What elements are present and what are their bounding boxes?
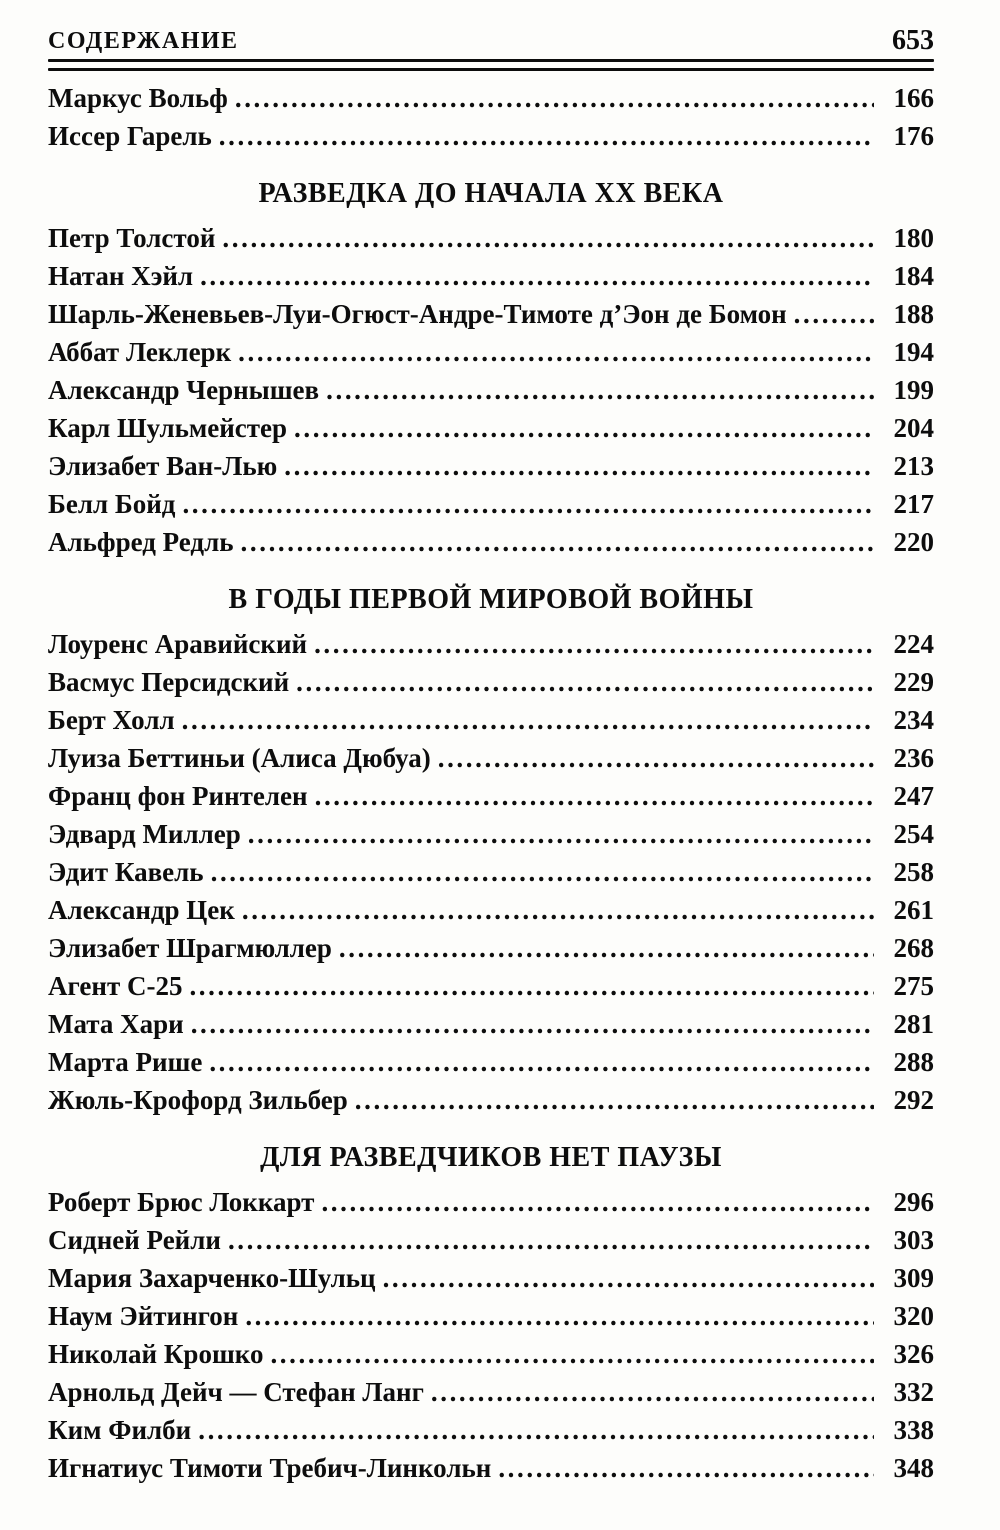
toc-entry <box>48 219 934 257</box>
entry-name: Александр Чернышев <box>48 375 320 405</box>
dot-leader <box>270 1335 874 1373</box>
dot-leader <box>296 663 874 701</box>
table-of-contents <box>48 79 934 1487</box>
contents-title: СОДЕРЖАНИЕ <box>48 28 239 54</box>
entry-name: Жюль-Крофорд Зильбер <box>48 1085 348 1115</box>
dot-leader <box>219 117 874 155</box>
toc-entry <box>48 1259 934 1297</box>
toc-entry <box>48 967 934 1005</box>
entry-name: Белл Бойд <box>48 489 176 519</box>
entry-page-number: 184 <box>893 261 934 291</box>
toc-entry <box>48 891 934 929</box>
entry-page-number: 217 <box>893 489 934 519</box>
toc-entry <box>48 739 934 777</box>
header-double-rule <box>48 59 934 71</box>
toc-entry <box>48 853 934 891</box>
rule-line-bottom <box>48 68 934 71</box>
entry-page-number: 254 <box>893 819 934 849</box>
entry-page-number: 180 <box>893 223 934 253</box>
dot-leader <box>383 1259 874 1297</box>
page-header <box>48 26 934 56</box>
toc-entry <box>48 625 934 663</box>
entry-page-number: 261 <box>893 895 934 925</box>
toc-entry <box>48 79 934 117</box>
entry-name: Луиза Беттиньи (Алиса Дюбуа) <box>48 743 431 773</box>
entry-page-number: 176 <box>893 121 934 151</box>
entry-name: Игнатиус Тимоти Требич-Линкольн <box>48 1453 492 1483</box>
entry-name: Васмус Персидский <box>48 667 290 697</box>
entry-page-number: 320 <box>893 1301 934 1331</box>
entry-page-number: 348 <box>893 1453 934 1483</box>
dot-leader <box>198 1411 874 1449</box>
entry-name: Сидней Рейли <box>48 1225 221 1255</box>
entry-page-number: 275 <box>893 971 934 1001</box>
entry-name: Петр Толстой <box>48 223 216 253</box>
toc-entry <box>48 701 934 739</box>
entry-name: Эдвард Миллер <box>48 819 241 849</box>
entry-page-number: 220 <box>893 527 934 557</box>
toc-entry <box>48 117 934 155</box>
entry-name: Элизабет Шрагмюллер <box>48 933 332 963</box>
entry-name: Марта Рише <box>48 1047 203 1077</box>
entry-page-number: 268 <box>893 933 934 963</box>
toc-entry <box>48 1183 934 1221</box>
entry-name: Лоуренс Аравийский <box>48 629 308 659</box>
section-heading: РАЗВЕДКА ДО НАЧАЛА XX ВЕКА <box>258 178 724 209</box>
dot-leader <box>238 333 874 371</box>
dot-leader <box>211 853 874 891</box>
entry-name: Франц фон Ринтелен <box>48 781 308 811</box>
toc-entry <box>48 929 934 967</box>
toc-entry <box>48 333 934 371</box>
entry-page-number: 303 <box>893 1225 934 1255</box>
entry-page-number: 288 <box>893 1047 934 1077</box>
dot-leader <box>228 1221 874 1259</box>
dot-leader <box>355 1081 874 1119</box>
entry-page-number: 188 <box>893 299 934 329</box>
entry-page-number: 309 <box>893 1263 934 1293</box>
entry-name: Шарль-Женевьев-Луи-Огюст-Андре-Тимоте д’Эон де Бомон <box>48 299 787 329</box>
toc-entry <box>48 409 934 447</box>
toc-entry <box>48 1411 934 1449</box>
dot-leader <box>314 625 874 663</box>
entry-name: Альфред Редль <box>48 527 234 557</box>
toc-entry <box>48 523 934 561</box>
toc-entry <box>48 777 934 815</box>
section-heading: В ГОДЫ ПЕРВОЙ МИРОВОЙ ВОЙНЫ <box>228 584 754 615</box>
entry-name: Натан Хэйл <box>48 261 194 291</box>
toc-entry <box>48 1335 934 1373</box>
entry-name: Карл Шульмейстер <box>48 413 288 443</box>
toc-entry <box>48 257 934 295</box>
dot-leader <box>794 295 874 333</box>
entry-page-number: 234 <box>893 705 934 735</box>
entry-page-number: 247 <box>893 781 934 811</box>
dot-leader <box>248 815 874 853</box>
dot-leader <box>182 485 874 523</box>
dot-leader <box>235 79 874 117</box>
entry-page-number: 224 <box>893 629 934 659</box>
entry-name: Иссер Гарель <box>48 121 212 151</box>
entry-page-number: 332 <box>893 1377 934 1407</box>
toc-entry <box>48 1449 934 1487</box>
entry-name: Берт Холл <box>48 705 175 735</box>
entry-name: Мата Хари <box>48 1009 184 1039</box>
entry-page-number: 296 <box>893 1187 934 1217</box>
dot-leader <box>245 1297 874 1335</box>
entry-name: Мария Захарченко-Шульц <box>48 1263 376 1293</box>
entry-page-number: 236 <box>893 743 934 773</box>
toc-entry <box>48 1221 934 1259</box>
dot-leader <box>242 891 874 929</box>
dot-leader <box>339 929 874 967</box>
entry-page-number: 166 <box>893 83 934 113</box>
toc-entry <box>48 295 934 333</box>
dot-leader <box>431 1373 874 1411</box>
entry-name: Ким Филби <box>48 1415 192 1445</box>
toc-entry <box>48 1005 934 1043</box>
toc-entry <box>48 1081 934 1119</box>
entry-page-number: 229 <box>893 667 934 697</box>
entry-page-number: 326 <box>893 1339 934 1369</box>
dot-leader <box>200 257 874 295</box>
entry-name: Роберт Брюс Локкарт <box>48 1187 315 1217</box>
entry-name: Эдит Кавель <box>48 857 204 887</box>
toc-entry <box>48 1043 934 1081</box>
dot-leader <box>284 447 874 485</box>
toc-entry <box>48 371 934 409</box>
entry-page-number: 204 <box>893 413 934 443</box>
dot-leader <box>191 1005 874 1043</box>
entry-page-number: 199 <box>893 375 934 405</box>
entry-name: Александр Цек <box>48 895 235 925</box>
dot-leader <box>438 739 874 777</box>
toc-entry <box>48 815 934 853</box>
entry-page-number: 338 <box>893 1415 934 1445</box>
entry-name: Маркус Вольф <box>48 83 228 113</box>
dot-leader <box>222 219 874 257</box>
dot-leader <box>321 1183 874 1221</box>
entry-name: Аббат Леклерк <box>48 337 232 367</box>
dot-leader <box>209 1043 874 1081</box>
entry-page-number: 194 <box>893 337 934 367</box>
toc-entry <box>48 447 934 485</box>
toc-entry <box>48 1373 934 1411</box>
toc-entry <box>48 1297 934 1335</box>
entry-page-number: 292 <box>893 1085 934 1115</box>
entry-page-number: 281 <box>893 1009 934 1039</box>
entry-name: Наум Эйтингон <box>48 1301 239 1331</box>
dot-leader <box>498 1449 874 1487</box>
dot-leader <box>294 409 874 447</box>
entry-name: Арнольд Дейч — Стефан Ланг <box>48 1377 424 1407</box>
dot-leader <box>182 701 874 739</box>
dot-leader <box>315 777 874 815</box>
toc-entry <box>48 663 934 701</box>
entry-page-number: 258 <box>893 857 934 887</box>
entry-name: Агент С-25 <box>48 971 183 1001</box>
entry-name: Элизабет Ван-Лью <box>48 451 278 481</box>
entry-page-number: 213 <box>893 451 934 481</box>
page-number: 653 <box>892 25 934 56</box>
dot-leader <box>241 523 874 561</box>
dot-leader <box>326 371 874 409</box>
toc-entry <box>48 485 934 523</box>
rule-line-top <box>48 59 934 62</box>
dot-leader <box>189 967 874 1005</box>
section-heading: ДЛЯ РАЗВЕДЧИКОВ НЕТ ПАУЗЫ <box>260 1142 722 1173</box>
entry-name: Николай Крошко <box>48 1339 264 1369</box>
